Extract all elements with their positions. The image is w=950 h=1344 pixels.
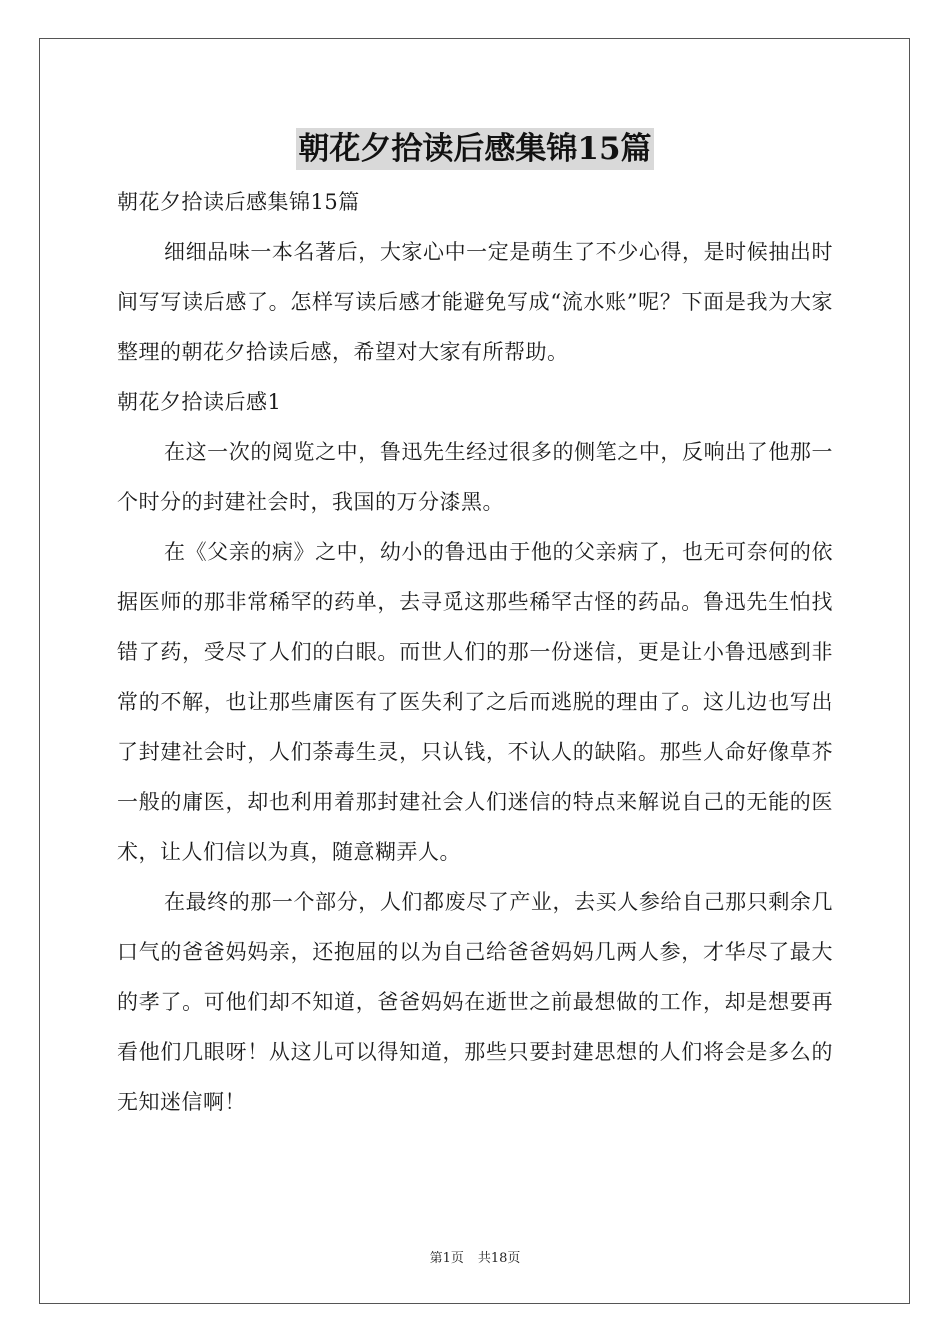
page-footer xyxy=(0,1247,950,1266)
intro-paragraph: 细细品味一本名著后，大家心中一定是萌生了不少心得，是时候抽出时间写写读后感了。怎样写读后感才能避免写成“流水账”呢？下面是我为大家整理的朝花夕拾读后感，希望对大家有所帮助。 xyxy=(117,240,833,364)
body-paragraph-3: 在最终的那一个部分，人们都废尽了产业，去买人参给自己那只剩余几口气的爸爸妈妈亲，还抱屈的以为自己给爸爸妈妈几两人参，才华尽了最大的孝了。可他们却不知道，爸爸妈妈在逝世之前最想做的工作，却是想要再看他们几眼呀！从这儿可以得知道，那些只要封建思想的人们将会是多么的无知迷信啊！ xyxy=(117,890,833,1114)
document-body xyxy=(117,177,833,1127)
subtitle-heading: 朝花夕拾读后感集锦15篇 xyxy=(117,190,360,214)
page-number: 第1页 xyxy=(429,1251,464,1266)
page-total: 共18页 xyxy=(477,1251,521,1266)
body-paragraph-2: 在《父亲的病》之中，幼小的鲁迅由于他的父亲病了，也无可奈何的依据医师的那非常稀罕的药单，去寻觅这那些稀罕古怪的药品。鲁迅先生怕找错了药，受尽了人们的白眼。而世人们的那一份迷信，更是让小鲁迅感到非常的不解，也让那些庸医有了医失利了之后而逃脱的理由了。这儿边也写出了封建社会时，人们荼毒生灵，只认钱，不认人的缺陷。那些人命好像草芥一般的庸医，却也利用着那封建社会人们迷信的特点来解说自己的无能的医术，让人们信以为真，随意糊弄人。 xyxy=(117,540,833,864)
body-paragraph-1: 在这一次的阅览之中，鲁迅先生经过很多的侧笔之中，反响出了他那一个时分的封建社会时，我国的万分漆黑。 xyxy=(117,440,833,514)
title-wrap xyxy=(0,128,950,170)
document-title: 朝花夕拾读后感集锦15篇 xyxy=(296,128,653,170)
section-heading-1: 朝花夕拾读后感1 xyxy=(117,390,282,414)
